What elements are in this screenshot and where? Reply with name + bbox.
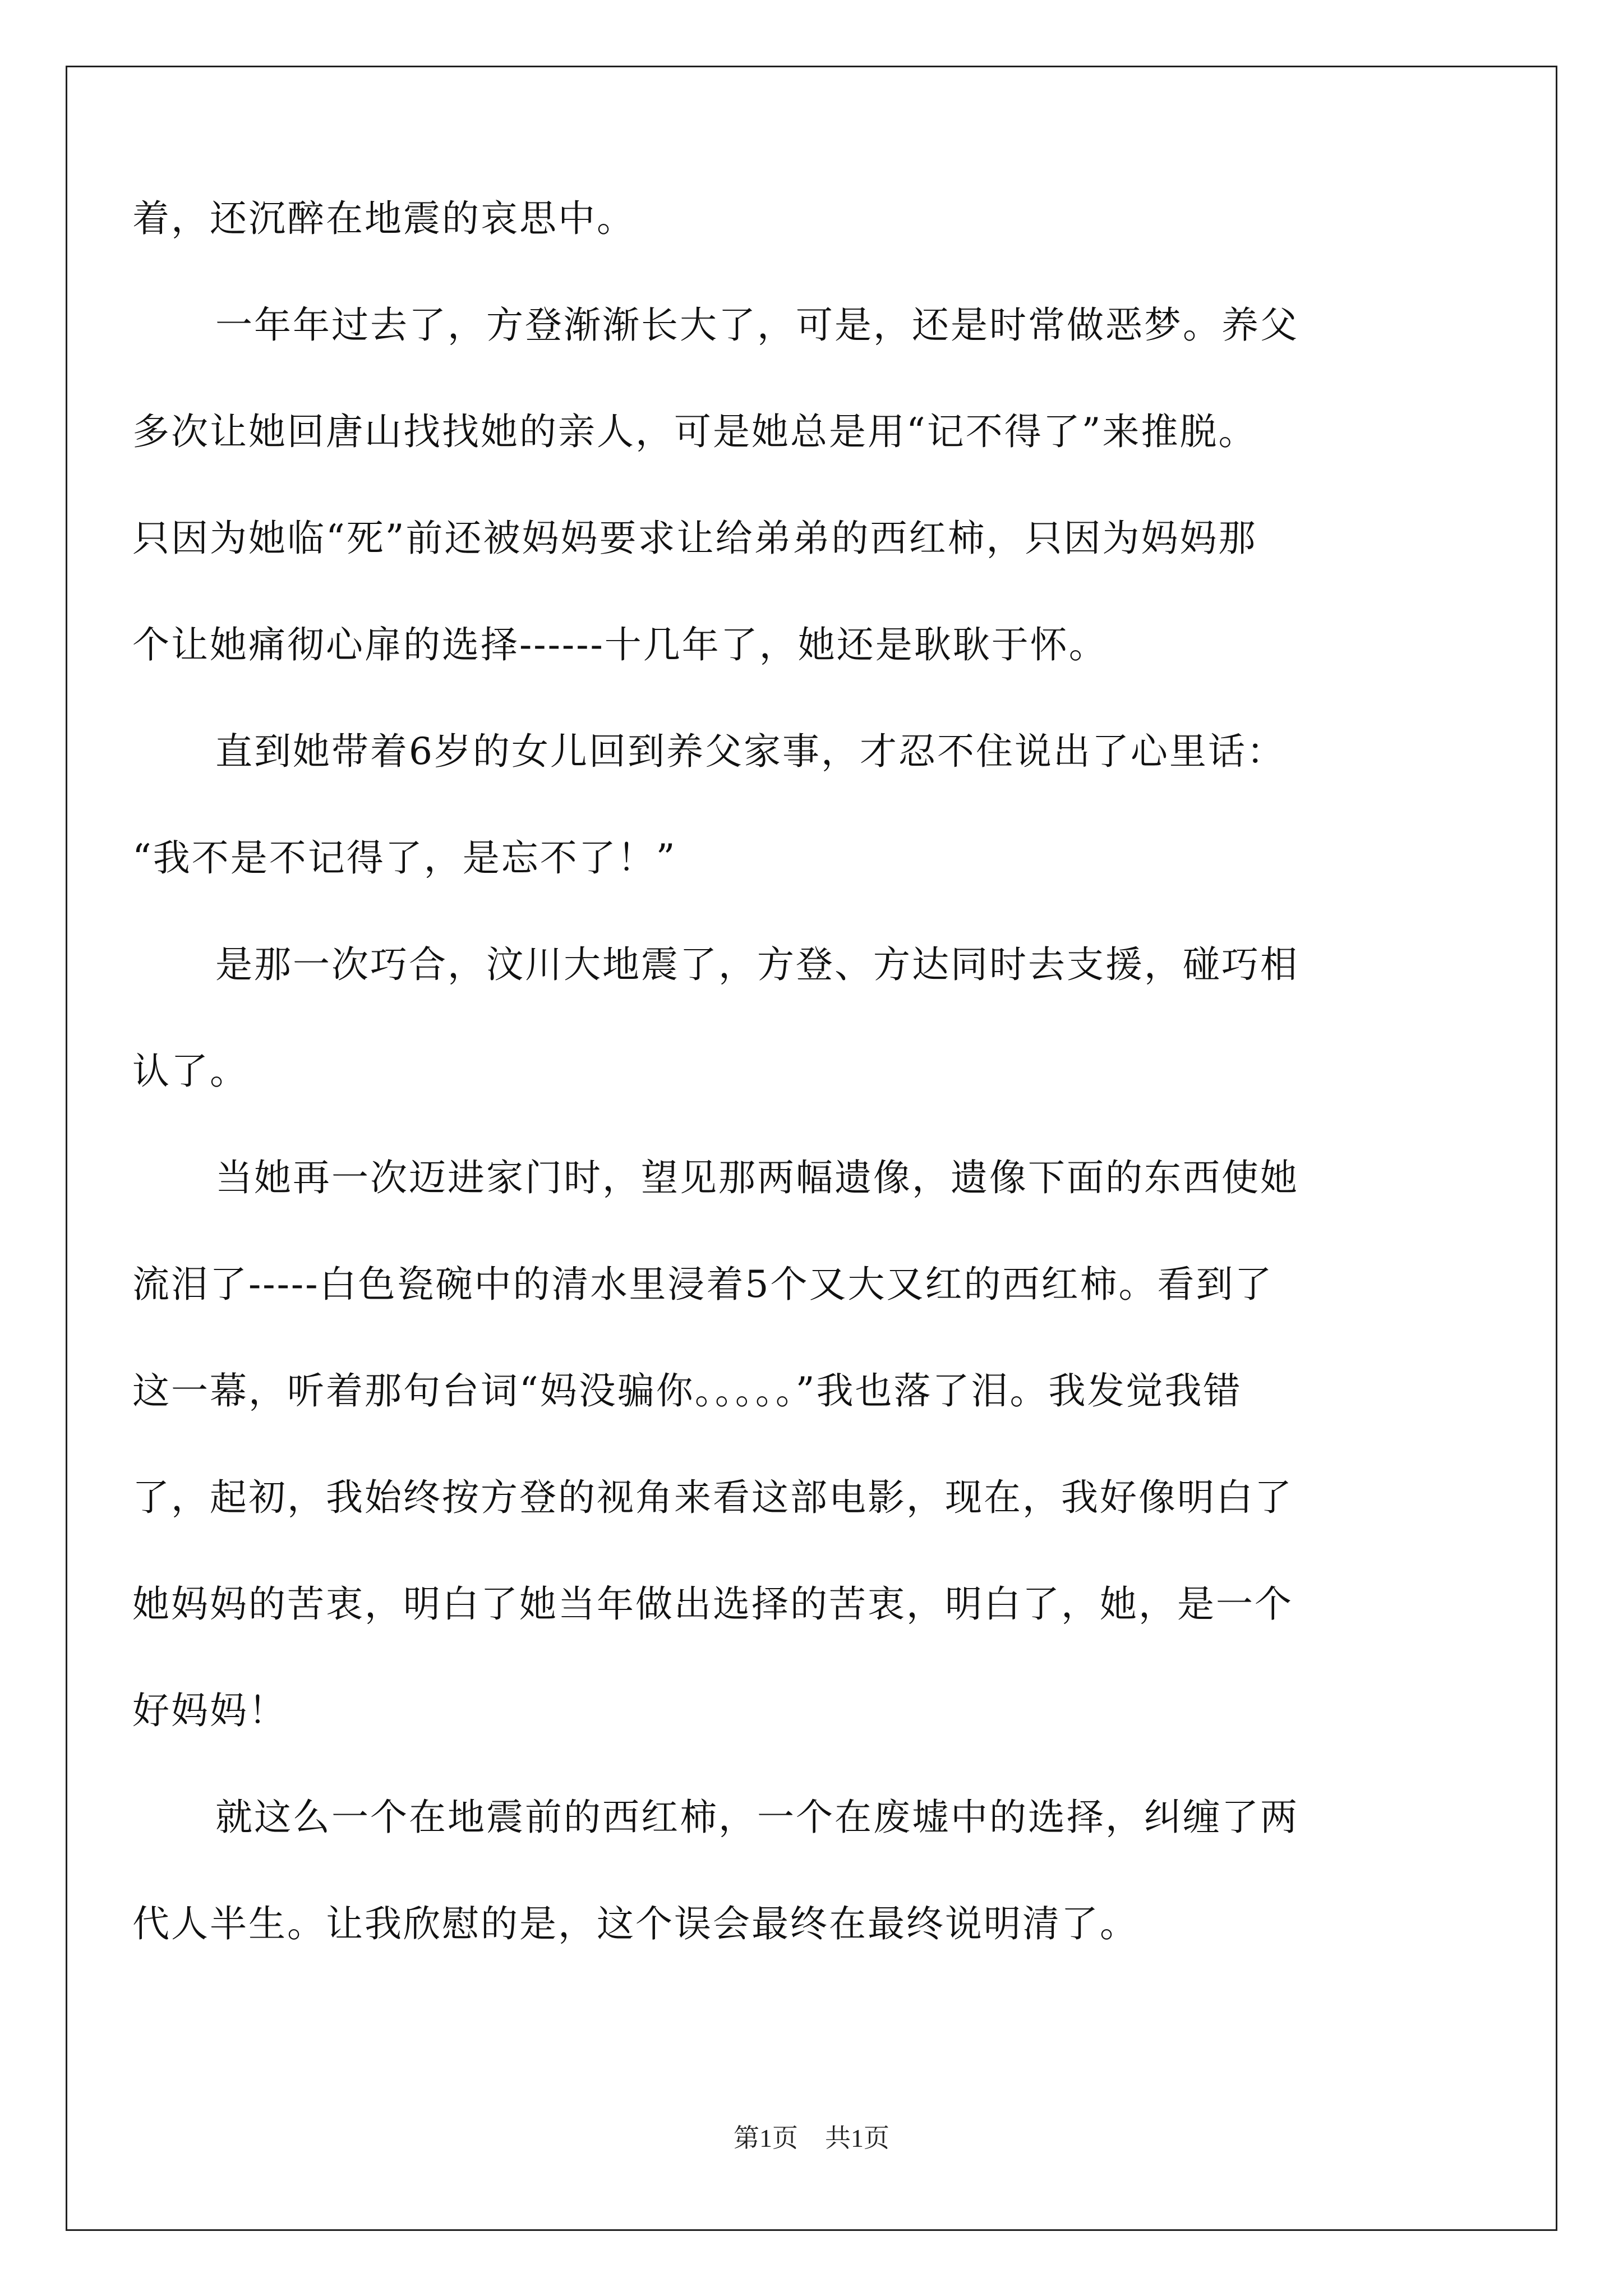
text-line: 了，起初，我始终按方登的视角来看这部电影，现在，我好像明白了 (132, 1476, 1293, 1519)
text-line: 个让她痛彻心扉的选择------十几年了，她还是耿耿于怀。 (132, 623, 1108, 666)
text-line: “我不是不记得了，是忘不了！” (132, 836, 677, 880)
text-line: 是那一次巧合，汶川大地震了，方登、方达同时去支援，碰巧相 (215, 943, 1299, 986)
text-line: 认了。 (132, 1050, 248, 1093)
text-line: 着，还沉醉在地震的哀思中。 (132, 197, 635, 240)
text-line: 直到她带着6岁的女儿回到养父家事，才忍不住说出了心里话： (215, 730, 1285, 773)
text-line: 多次让她回唐山找找她的亲人，可是她总是用“记不得了”来推脱。 (132, 410, 1257, 453)
page-number: 第1页 (734, 2124, 798, 2152)
text-line: 代人半生。让我欣慰的是，这个误会最终在最终说明清了。 (132, 1902, 1138, 1945)
text-line: 好妈妈！ (132, 1689, 287, 1732)
text-line: 当她再一次迈进家门时，望见那两幅遗像，遗像下面的东西使她 (215, 1156, 1299, 1199)
text-line: 她妈妈的苦衷，明白了她当年做出选择的苦衷，明白了，她，是一个 (132, 1582, 1293, 1626)
page-footer (0, 2118, 1623, 2155)
page-total: 共1页 (825, 2124, 889, 2152)
text-line: 这一幕，听着那句台词“妈没骗你。。。。。”我也落了泪。我发觉我错 (132, 1369, 1242, 1412)
text-line: 就这么一个在地震前的西红柿，一个在废墟中的选择，纠缠了两 (215, 1796, 1299, 1839)
text-line: 一年年过去了，方登渐渐长大了，可是，还是时常做恶梦。养父 (215, 303, 1299, 347)
text-line: 只因为她临“死”前还被妈妈要求让给弟弟的西红柿，只因为妈妈那 (132, 517, 1257, 560)
text-line: 流泪了-----白色瓷碗中的清水里浸着5个又大又红的西红柿。看到了 (132, 1263, 1274, 1306)
